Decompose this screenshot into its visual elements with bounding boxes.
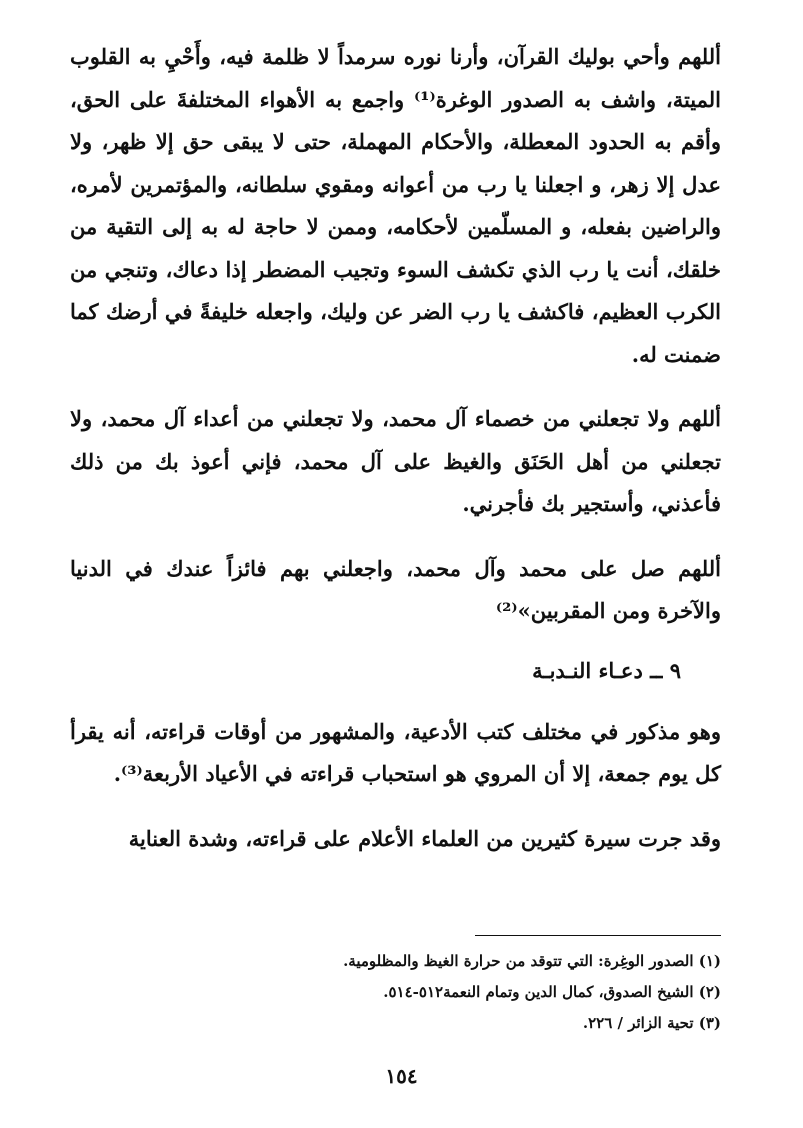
section-heading: ٩ ــ دعـاء النـدبـة [532,657,681,683]
main-text [70,36,721,860]
footnotes [70,946,721,1039]
paragraph-1: أللهم وأحي بوليك القرآن، وأرنا نوره سرمداً لا ظلمة فيه، وأَحْيِ به القلوب الميتة، واشف به الصدور الوغرة⁽¹⁾ واجمع به الأهواء المختلفةَ على الحق، وأقم به الحدود المعطلة، والأحكام المهملة، حتى لا يبقى حق إلا ظهر، ولا عدل إلا زهر، و اجعلنا يا رب من أعوانه ومقوي سلطانه، والمؤتمرين لأمره، والراضين بفعله، و المسلّمين لأحكامه، وممن لا حاجة له به إلى التقية من خلقك، أنت يا رب الذي تكشف السوء وتجيب المضطر إذا دعاك، وتنجي من الكرب العظيم، فاكشف يا رب الضر عن وليك، واجعله خليفةً في أرضك كما ضمنت له. [70,44,721,367]
paragraph-5: وقد جرت سيرة كثيرين من العلماء الأعلام على قراءته، وشدة العناية [128,825,721,851]
footnote-3: (٣) تحية الزائر / ٢٢٦. [582,1014,721,1032]
paragraph-3: أللهم صل على محمد وآل محمد، واجعلني بهم فائزاً عندك في الدنيا والآخرة ومن المقربين»⁽²⁾ [70,555,721,623]
page-number: ١٥٤ [385,1064,418,1088]
footnote-2: (٢) الشيخ الصدوق، كمال الدين وتمام النعمة٥١٢-٥١٤. [383,983,721,1001]
paragraph-2: أللهم ولا تجعلني من خصماء آل محمد، ولا تجعلني من أعداء آل محمد، ولا تجعلني من أهل الحَنَق والغيظ على آل محمد، فإني أعوذ بك من ذلك فأعذني، وأستجير بك فأجرني. [70,406,721,516]
footnote-1: (١) الصدور الوغِرة: التي تتوقد من حرارة الغيظ والمظلومية. [343,952,721,970]
paragraph-4: وهو مذكور في مختلف كتب الأدعية، والمشهور من أوقات قراءته، أنه يقرأ كل يوم جمعة، إلا أن المروي هو استحباب قراءته في الأعياد الأربعة⁽³⁾. [70,718,721,786]
footnote-divider [475,935,721,936]
